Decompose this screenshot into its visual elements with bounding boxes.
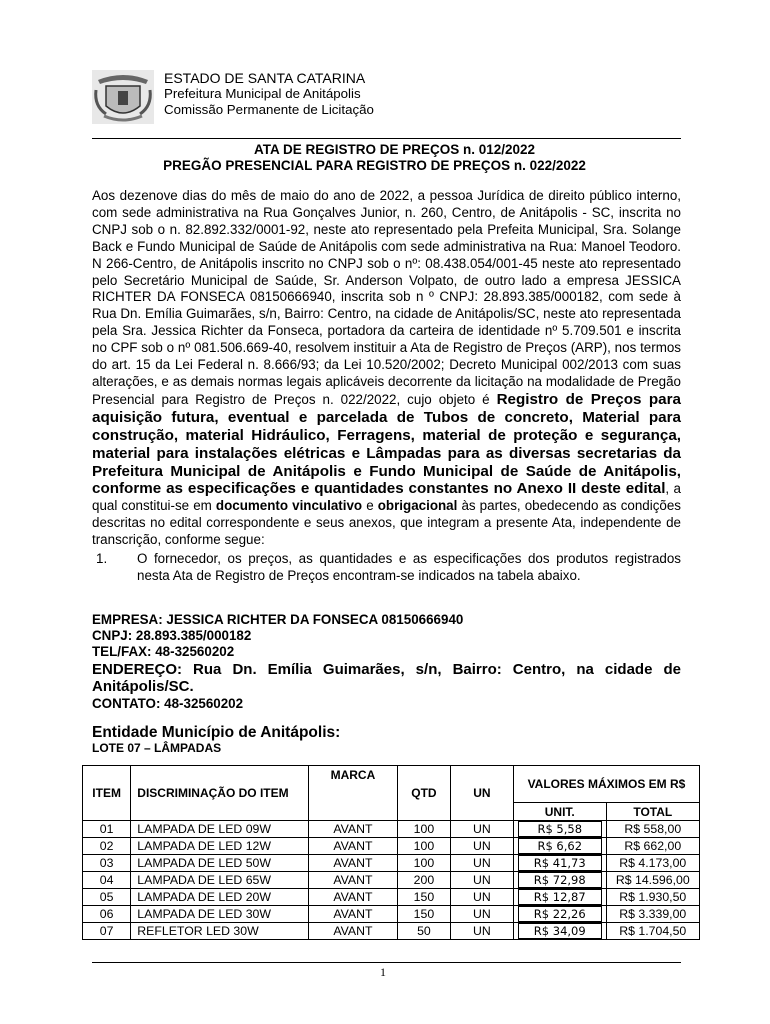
table-row — [83, 889, 700, 906]
unit-price-box: R$ 41,73 — [518, 855, 602, 871]
supplier-name: EMPRESA: JESSICA RICHTER DA FONSECA 08150666940 — [92, 612, 464, 627]
entity-heading: Entidade Município de Anitápolis: — [92, 724, 341, 741]
cell-item: 03 — [83, 855, 131, 872]
cell-brand: AVANT — [308, 923, 397, 940]
cell-brand: AVANT — [308, 855, 397, 872]
supplier-address: ENDEREÇO: Rua Dn. Emília Guimarães, s/n, Bairro: Centro, na cidade de Anitápolis/SC. — [92, 660, 681, 696]
unit-price-box: R$ 6,62 — [518, 838, 602, 854]
clause-text: O fornecedor, os preços, as quantidades e as especificações dos produtos registrados nesta Ata de Registro de Preços encontram-se indicados na tabela abaixo. — [137, 551, 681, 583]
col-brand-header: MARCA — [308, 766, 397, 821]
clause-number: 1. — [96, 551, 108, 566]
col-unit-price-header: UNIT. — [513, 803, 606, 821]
unit-price-box: R$ 72,98 — [518, 872, 602, 888]
cell-unit-price — [513, 889, 606, 906]
col-values-header: VALORES MÁXIMOS EM R$ — [513, 766, 699, 803]
unit-price-box: R$ 34,09 — [518, 923, 602, 939]
table-row — [83, 838, 700, 855]
cell-desc: LAMPADA DE LED 50W — [131, 855, 309, 872]
cell-item: 04 — [83, 872, 131, 889]
cell-unit-price — [513, 906, 606, 923]
footer-divider — [92, 962, 681, 963]
cell-desc: REFLETOR LED 30W — [131, 923, 309, 940]
supplier-telfax: TEL/FAX: 48-32560202 — [92, 644, 235, 660]
table-row — [83, 923, 700, 940]
state-name: ESTADO DE SANTA CATARINA — [164, 70, 366, 86]
cell-unit-price — [513, 855, 606, 872]
obligation-phrase: obrigacional — [377, 498, 458, 514]
cell-unit: UN — [450, 906, 513, 923]
cell-desc: LAMPADA DE LED 20W — [131, 889, 309, 906]
price-table — [82, 765, 700, 940]
cell-qty: 50 — [397, 923, 450, 940]
unit-price-box: R$ 12,87 — [518, 889, 602, 905]
document-title: ATA DE REGISTRO DE PREÇOS n. 012/2022 — [253, 142, 536, 157]
cell-unit-price — [513, 872, 606, 889]
letterhead — [92, 68, 692, 128]
cell-brand: AVANT — [308, 872, 397, 889]
prefecture-name: Prefeitura Municipal de Anitápolis — [164, 86, 361, 101]
table-row — [83, 821, 700, 838]
cell-desc: LAMPADA DE LED 09W — [131, 821, 309, 838]
cell-unit: UN — [450, 855, 513, 872]
document-subtitle: PREGÃO PRESENCIAL PARA REGISTRO DE PREÇOS n. 022/2022 — [163, 158, 586, 173]
cell-total: R$ 1.930,50 — [606, 889, 699, 906]
cell-unit: UN — [450, 872, 513, 889]
cell-qty: 200 — [397, 872, 450, 889]
cell-unit-price — [513, 923, 606, 940]
cell-total: R$ 1.704,50 — [606, 923, 699, 940]
cell-unit: UN — [450, 889, 513, 906]
cell-total: R$ 4.173,00 — [606, 855, 699, 872]
unit-price-box: R$ 5,58 — [518, 821, 602, 837]
cell-qty: 150 — [397, 906, 450, 923]
cell-unit: UN — [450, 838, 513, 855]
letterhead-text — [164, 70, 374, 118]
cell-item: 05 — [83, 889, 131, 906]
cell-unit-price — [513, 821, 606, 838]
unit-price-box: R$ 22,26 — [518, 906, 602, 922]
cell-item: 01 — [83, 821, 131, 838]
table-row — [83, 872, 700, 889]
cell-brand: AVANT — [308, 821, 397, 838]
intro-paragraph — [92, 188, 681, 549]
col-qty-header: QTD — [397, 766, 450, 821]
cell-brand: AVANT — [308, 906, 397, 923]
col-unit-header: UN — [450, 766, 513, 821]
cell-brand: AVANT — [308, 889, 397, 906]
cell-unit-price — [513, 838, 606, 855]
cell-total: R$ 558,00 — [606, 821, 699, 838]
municipal-coat-of-arms-icon — [92, 70, 154, 124]
supplier-contact: CONTATO: 48-32560202 — [92, 695, 244, 711]
cell-desc: LAMPADA DE LED 30W — [131, 906, 309, 923]
supplier-cnpj: CNPJ: 28.893.385/000182 — [92, 628, 252, 644]
cell-unit: UN — [450, 923, 513, 940]
cell-desc: LAMPADA DE LED 12W — [131, 838, 309, 855]
cell-qty: 100 — [397, 855, 450, 872]
cell-item: 02 — [83, 838, 131, 855]
cell-item: 07 — [83, 923, 131, 940]
intro-text-after: , a qual constitui-se em — [92, 481, 681, 514]
object-description: Registro de Preços para aquisição futura, eventual e parcelada de Tubos de concreto, Material para construção, material Hidráulico, Ferragens, material de proteção e segurança, material para instalações elétricas e Lâmpadas para as diversas secretarias da Prefeitura Municipal de Anitápolis e Fundo Municipal de Saúde de Anitápolis, conforme as especificações e quantidades constantes no Anexo II deste edital — [92, 390, 681, 498]
intro-text-closing: às partes, obedecendo as condições descritas no edital correspondente e seus anexos, que integram a presente Ata, independente de transcrição, conforme segue: — [92, 498, 682, 548]
table-header-row — [83, 766, 700, 803]
cell-desc: LAMPADA DE LED 65W — [131, 872, 309, 889]
col-total-header: TOTAL — [606, 803, 699, 821]
cell-total: R$ 3.339,00 — [606, 906, 699, 923]
cell-qty: 150 — [397, 889, 450, 906]
cell-total: R$ 662,00 — [606, 838, 699, 855]
lot-heading: LOTE 07 – LÂMPADAS — [92, 741, 222, 755]
table-row — [83, 855, 700, 872]
table-row — [83, 906, 700, 923]
cell-unit: UN — [450, 821, 513, 838]
supplier-info — [92, 612, 681, 712]
cell-item: 06 — [83, 906, 131, 923]
page-number: 1 — [380, 965, 386, 979]
intro-text: Aos dezenove dias do mês de maio do ano de 2022, a pessoa Jurídica de direito público interno, com sede administrativa na Rua Gonçalves Junior, n. 260, Centro, de Anitápolis - SC, inscrita no CNPJ sob o n. 82.892.332/0001-92, neste ato representado pela Prefeita Municipal, Sra. Solange Back e Fundo Municipal de Saúde de Anitápolis com sede administrativa na Rua: Manoel Teodoro. N 266-Centro, de Anitápolis inscrito no CNPJ sob o nº: 08.438.054/001-45 neste ato representado pelo Secretário Municipal de Saúde, Sr. Anderson Volpato, de outro lado a empresa JESSICA RICHTER DA FONSECA 08150666940, inscrita sob n º CNPJ: 28.893.385/000182, com sede à Rua Dn. Emília Guimarães, s/n, Bairro: Centro, na cidade de Anitápolis/SC, neste ato representada pela Sra. Jessica Richter da Fonseca, portadora da carteira de identidade nº 5.709.501 e inscrita no CPF sob o nº 081.506.669-40, resolvem instituir a Ata de Registro de Preços (ARP), nos termos do art. 15 da Lei Federal n. 8.666/93; da Lei 10.520/2002; Decreto Municipal 002/2013 com suas alterações, e as demais normas legais aplicáveis decorrente da licitação na modalidade de Pregão Presencial para Registro de Preços n. 022/2022, cujo objeto é — [92, 188, 681, 407]
col-desc-header: DISCRIMINAÇÃO DO ITEM — [131, 766, 309, 821]
header-divider — [92, 138, 681, 139]
cell-brand: AVANT — [308, 838, 397, 855]
binding-document-phrase: documento vinculativo — [215, 498, 363, 514]
cell-qty: 100 — [397, 821, 450, 838]
cell-total: R$ 14.596,00 — [606, 872, 699, 889]
col-item-header: ITEM — [83, 766, 131, 821]
cell-qty: 100 — [397, 838, 450, 855]
conjunction-text: e — [366, 498, 374, 514]
commission-name: Comissão Permanente de Licitação — [164, 102, 374, 117]
